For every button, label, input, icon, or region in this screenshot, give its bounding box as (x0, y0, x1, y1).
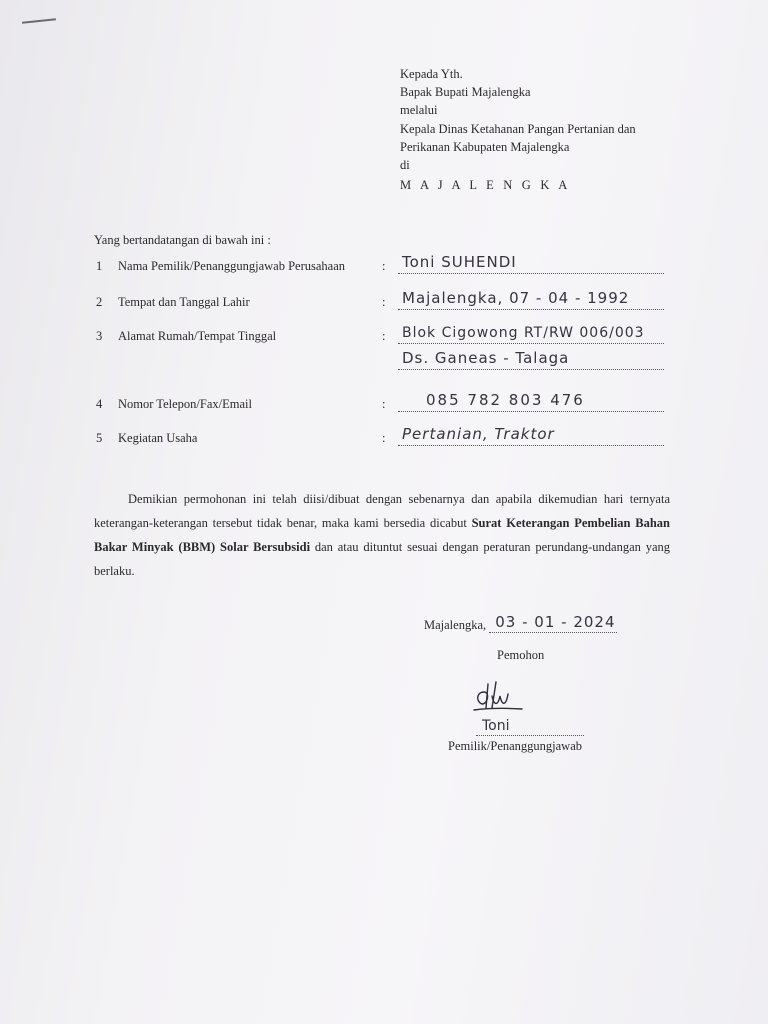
field-fill-line (398, 343, 664, 370)
statement-text-end: dan atau dituntut sesuai dengan peraturan perundang-undangan yang berlaku. (94, 540, 670, 578)
applicant-label: Pemohon (497, 648, 545, 662)
statement-paragraph (94, 487, 670, 583)
recipient-address (400, 65, 636, 194)
handwritten-address: Blok Cigowong RT/RW 006/003 (402, 325, 645, 341)
place-label: Majalengka, (424, 618, 487, 632)
handwritten-phone: 085 782 803 476 (426, 391, 585, 409)
field-fill-line (398, 247, 664, 274)
handwritten-signer-name: Toni (482, 718, 510, 734)
field-colon: : (382, 295, 386, 309)
recipient-city: M A J A L E N G K A (400, 178, 571, 193)
field-colon: : (382, 431, 386, 445)
field-fill-line (398, 317, 664, 344)
field-number: 1 (96, 259, 103, 273)
field-label: Alamat Rumah/Tempat Tinggal (118, 329, 277, 343)
field-number: 2 (96, 295, 103, 309)
recipient-line: Kepada Yth. (400, 67, 463, 81)
field-fill-line (398, 385, 664, 412)
field-row-birth (0, 282, 768, 312)
field-number: 5 (96, 431, 103, 445)
signer-name-line (476, 715, 584, 736)
field-label: Nomor Telepon/Fax/Email (118, 397, 252, 411)
field-colon: : (382, 329, 386, 343)
field-fill-line (398, 283, 664, 310)
recipient-line: Perikanan Kabupaten Majalengka (400, 139, 570, 154)
handwritten-business: Pertanian, Traktor (402, 425, 555, 443)
intro-text: Yang bertandatangan di bawah ini : (94, 233, 271, 247)
handwritten-address-2: Ds. Ganeas - Talaga (402, 349, 570, 367)
statement-text: Demikian permohonan ini telah diisi/dibuat dengan sebenarnya dan apabila dikemudian hari ternyata keterangan-keterangan tersebut tidak benar, maka kami bersedia dicabut (94, 492, 670, 530)
handwritten-birth: Majalengka, 07 - 04 - 1992 (402, 289, 630, 307)
recipient-line: Kepala Dinas Ketahanan Pangan Pertanian dan (400, 121, 636, 136)
field-fill-line (398, 419, 664, 446)
field-colon: : (382, 397, 386, 411)
field-number: 4 (96, 397, 103, 411)
recipient-line: Bapak Bupati Majalengka (400, 85, 531, 100)
date-fill-line (489, 612, 617, 633)
field-row-address-2 (0, 342, 768, 372)
handwritten-date: 03 - 01 - 2024 (495, 613, 616, 631)
field-label: Tempat dan Tanggal Lahir (118, 295, 250, 309)
field-row-name (0, 246, 768, 276)
field-row-business (0, 418, 768, 448)
field-row-phone (0, 384, 768, 414)
field-colon: : (382, 259, 386, 273)
signature-scribble (470, 678, 530, 718)
handwritten-name: Toni SUHENDI (402, 253, 517, 271)
signer-role: Pemilik/Penanggungjawab (448, 739, 583, 753)
field-label: Kegiatan Usaha (118, 431, 198, 445)
place-date (424, 612, 617, 633)
statement-bold-text: Surat Keterangan Pembelian Bahan Bakar Minyak (BBM) Solar Bersubsidi (94, 516, 670, 554)
field-label: Nama Pemilik/Penanggungjawab Perusahaan (118, 259, 346, 273)
recipient-line: melalui (400, 103, 438, 118)
field-number: 3 (96, 329, 103, 343)
recipient-line: di (400, 158, 410, 173)
pen-mark (22, 18, 56, 24)
